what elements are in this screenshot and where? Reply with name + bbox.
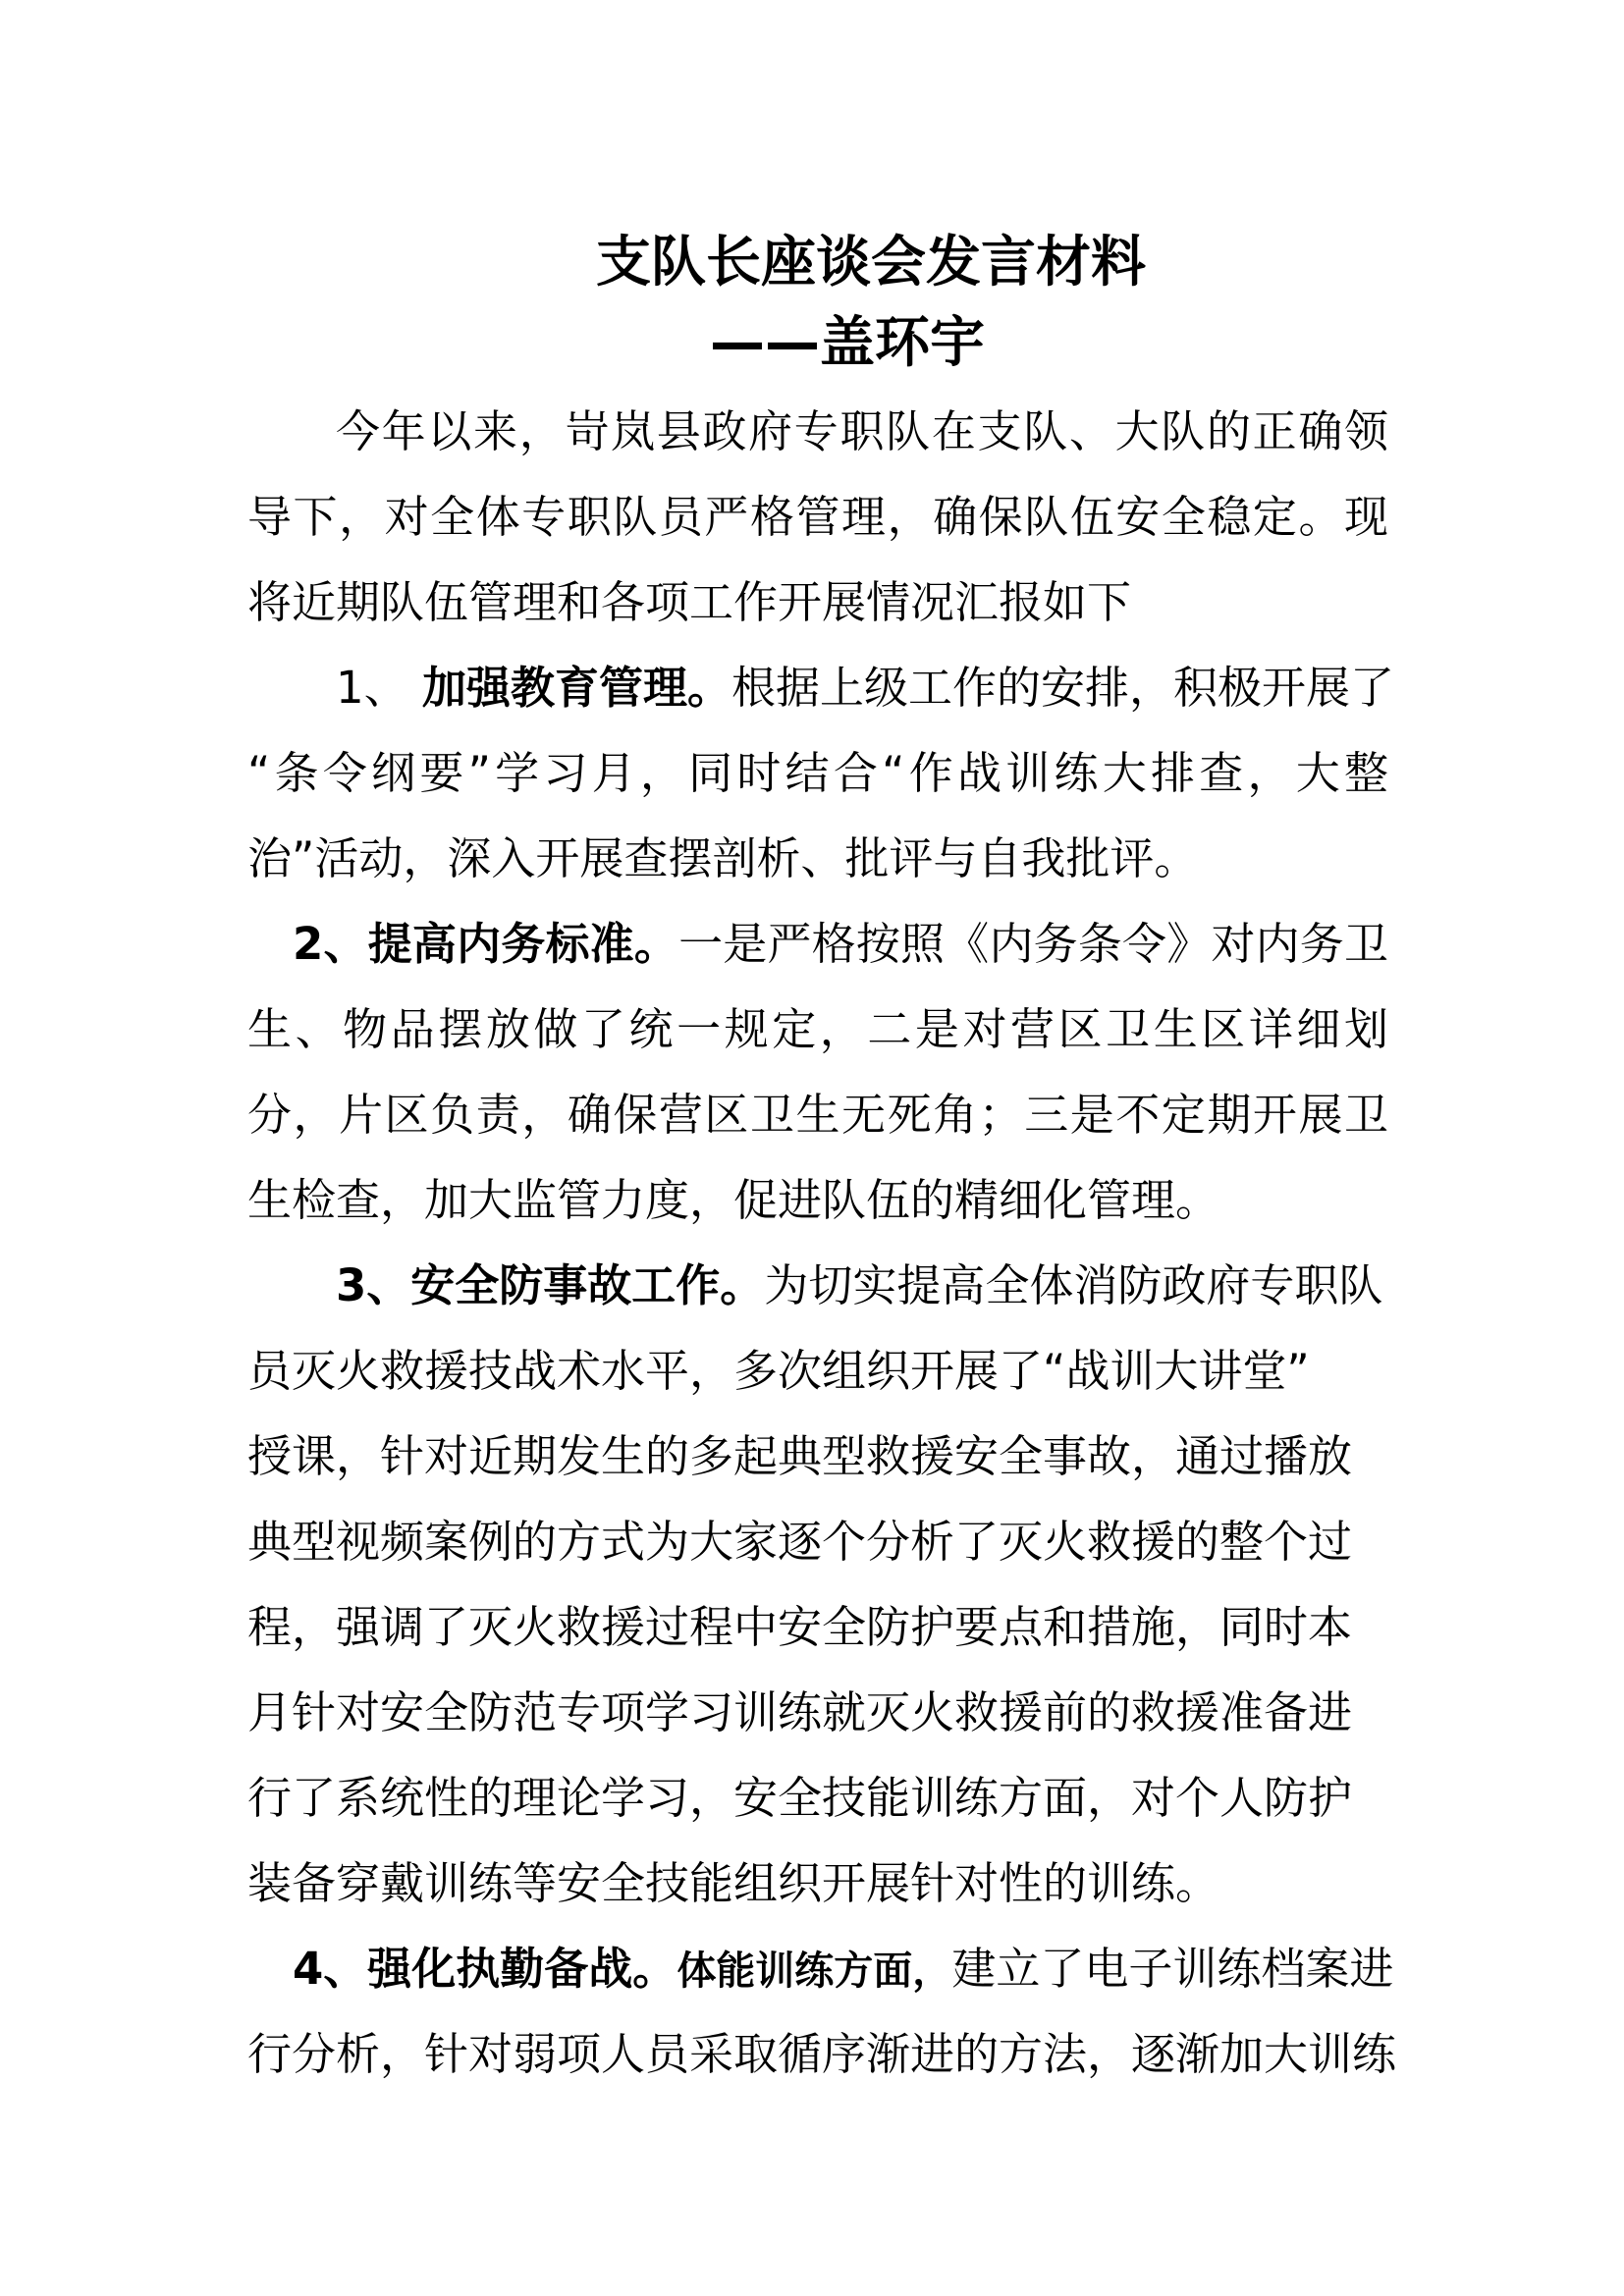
section-3-line-4: 典型视频案例的方式为大家逐个分析了灭火救援的整个过 — [247, 1516, 1353, 1568]
section-2-line-2: 生、物品摆放做了统一规定，二是对营区卫生区详细划 — [247, 1003, 1388, 1055]
section-3-line-7: 行了系统性的理论学习，安全技能训练方面，对个人防护 — [247, 1772, 1353, 1824]
section-2-line-1-text: 一是严格按照《内务条令》对内务卫 — [678, 918, 1388, 970]
section-4-line-1-text: 建立了电子训练档案进 — [951, 1943, 1394, 1995]
section-1-line-2: “条令纲要”学习月，同时结合“作战训练大排查，大整 — [247, 747, 1388, 799]
section-3-line-8: 装备穿戴训练等安全技能组织开展针对性的训练。 — [247, 1857, 1220, 1909]
section-3-line-1-text: 为切实提高全体消防政府专职队 — [764, 1259, 1383, 1311]
document-author: ——盖环宇 — [710, 311, 985, 375]
section-2-line-1 — [293, 915, 1388, 974]
section-3-line-2: 员灭火救援技战术水平，多次组织开展了“战训大讲堂” — [247, 1345, 1310, 1397]
section-4-subheading: 体能训练方面， — [677, 1949, 952, 1994]
intro-line-3: 将近期队伍管理和各项工作开展情况汇报如下 — [247, 576, 1132, 628]
intro-line-1: 今年以来，岢岚县政府专职队在支队、大队的正确领 — [336, 405, 1388, 457]
section-2-line-4: 生检查，加大监管力度，促进队伍的精细化管理。 — [247, 1174, 1220, 1226]
section-2-line-3: 分，片区负责，确保营区卫生无死角；三是不定期开展卫 — [247, 1089, 1388, 1141]
section-3-line-6: 月针对安全防范专项学习训练就灭火救援前的救援准备进 — [247, 1686, 1353, 1738]
section-3-line-1 — [336, 1256, 1383, 1315]
section-4-line-2: 行分析，针对弱项人员采取循序渐进的方法，逐渐加大训练 — [247, 2028, 1397, 2080]
section-4-line-1 — [293, 1940, 1394, 2001]
document-title: 支队长座谈会发言材料 — [596, 231, 1146, 294]
section-1-number: 1、 — [336, 662, 422, 714]
section-1-heading: 加强教育管理。 — [421, 662, 731, 714]
section-3-heading: 3、安全防事故工作。 — [336, 1259, 765, 1311]
section-2-heading: 2、提高内务标准。 — [293, 918, 679, 970]
section-1-line-3: 治”活动，深入开展查摆剖析、批评与自我批评。 — [247, 832, 1199, 884]
intro-line-2: 导下，对全体专职队员严格管理，确保队伍安全稳定。现 — [247, 491, 1388, 543]
section-3-line-3: 授课，针对近期发生的多起典型救援安全事故，通过播放 — [247, 1430, 1353, 1482]
section-1-line-1 — [336, 659, 1394, 718]
section-3-line-5: 程，强调了灭火救援过程中安全防护要点和措施，同时本 — [247, 1601, 1353, 1653]
section-1-line-1-text: 根据上级工作的安排，积极开展了 — [731, 662, 1394, 714]
section-4-heading: 4、强化执勤备战。 — [293, 1943, 677, 1995]
